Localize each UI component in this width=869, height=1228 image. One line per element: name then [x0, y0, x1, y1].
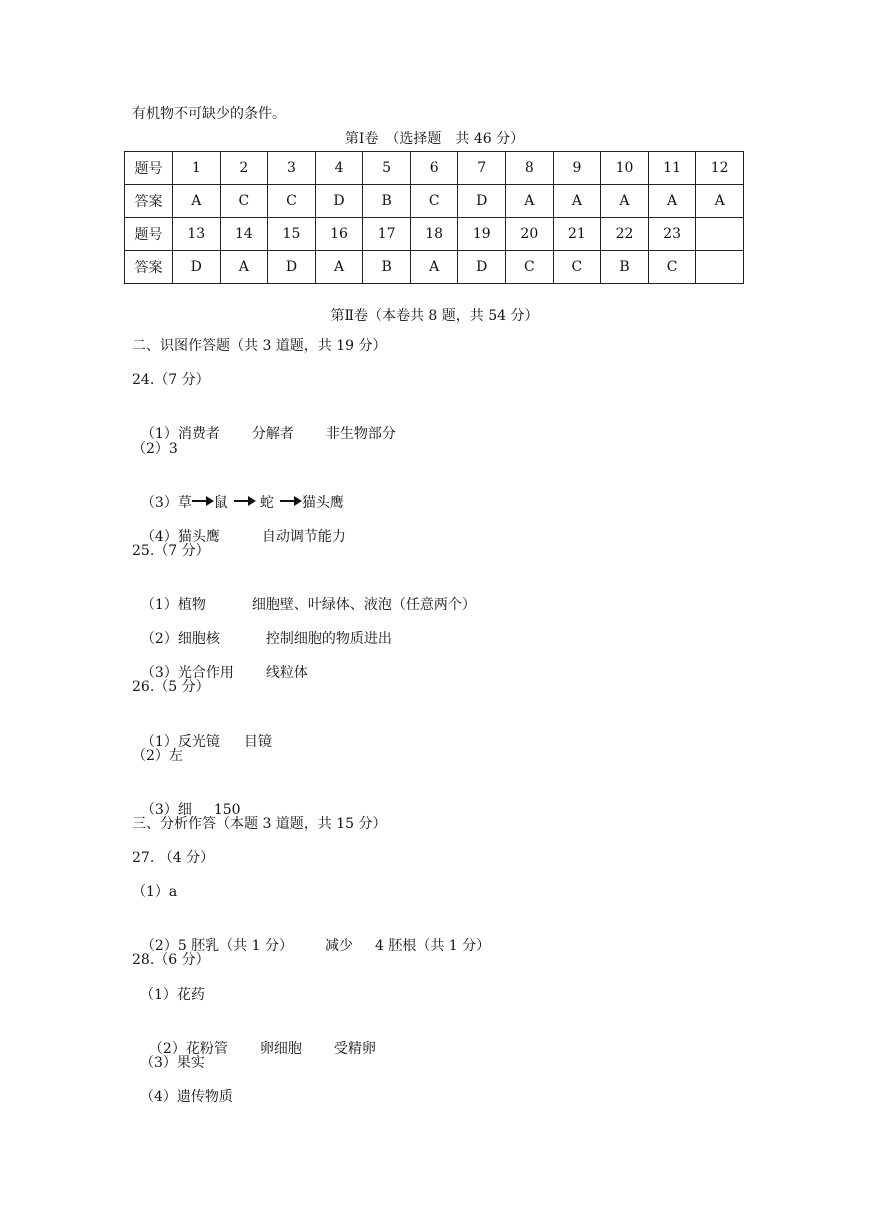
table-row	[125, 185, 744, 218]
item-number: （1）	[140, 426, 178, 442]
table-row	[125, 251, 744, 284]
q25-heading: 25.（7 分）	[132, 543, 210, 559]
answer-table	[124, 151, 744, 284]
row-label: 题号	[125, 218, 173, 251]
q26-heading: 26.（5 分）	[132, 679, 210, 695]
answer-cell: D	[315, 185, 363, 218]
question-number: 1	[173, 152, 221, 185]
empty-cell	[696, 218, 744, 251]
answer-cell: B	[601, 251, 649, 284]
q27-heading: 27. （4 分）	[132, 850, 215, 866]
question-number: 23	[648, 218, 696, 251]
item-number: （2）	[140, 631, 178, 647]
answer-text: 减少	[324, 938, 353, 954]
part2-title: 第Ⅱ卷（本卷共 8 题，共 54 分）	[330, 308, 539, 324]
answer-text: 鼠	[213, 495, 228, 511]
answer-text: 光合作用	[177, 665, 234, 681]
question-number: 15	[268, 218, 316, 251]
question-number: 11	[648, 152, 696, 185]
question-number: 20	[506, 218, 554, 251]
answer-text: 猫头鹰	[301, 495, 344, 511]
item-number: （3）	[140, 802, 178, 818]
question-number: 10	[601, 152, 649, 185]
item-number: （1）	[140, 597, 178, 613]
question-number: 4	[315, 152, 363, 185]
answer-text: 线粒体	[265, 665, 308, 681]
item-number: （2）	[148, 1041, 186, 1057]
answer-cell: C	[506, 251, 554, 284]
answer-cell: A	[601, 185, 649, 218]
question-number: 7	[458, 152, 506, 185]
answer-text: 蛇	[259, 495, 274, 511]
answer-cell: C	[268, 185, 316, 218]
answer-cell: A	[173, 185, 221, 218]
section2-heading: 二、识图作答题（共 3 道题，共 19 分）	[132, 338, 387, 354]
question-number: 3	[268, 152, 316, 185]
section3-heading: 三、分析作答（本题 3 道题，共 15 分）	[132, 816, 387, 832]
answer-cell: A	[506, 185, 554, 218]
answer-text: 4 胚根（共 1 分）	[374, 938, 491, 954]
answer-text: 卵细胞	[259, 1041, 302, 1057]
answer-cell: D	[458, 251, 506, 284]
q28-heading: 28.（6 分）	[132, 952, 210, 968]
answer-text: 目镜	[243, 734, 272, 750]
intro-text: 有机物不可缺少的条件。	[132, 106, 286, 122]
question-number: 13	[173, 218, 221, 251]
question-number: 9	[553, 152, 601, 185]
question-number: 21	[553, 218, 601, 251]
answer-cell: D	[268, 251, 316, 284]
answer-cell: A	[410, 251, 458, 284]
q27-answer-1: （1）a	[132, 884, 178, 900]
answer-cell: B	[363, 185, 411, 218]
answer-text: （2）5 胚乳（共 1 分）	[140, 938, 293, 954]
question-number: 18	[410, 218, 458, 251]
item-number: （1）	[140, 734, 178, 750]
question-number: 22	[601, 218, 649, 251]
answer-text: 植物	[177, 597, 206, 613]
answer-text: 细	[177, 802, 192, 818]
question-number: 17	[363, 218, 411, 251]
table-row	[125, 152, 744, 185]
answer-cell: B	[363, 251, 411, 284]
answer-text: 细胞核	[177, 631, 220, 647]
question-number: 8	[506, 152, 554, 185]
answer-cell: D	[458, 185, 506, 218]
answer-cell: A	[315, 251, 363, 284]
question-number: 16	[315, 218, 363, 251]
answer-cell: C	[648, 251, 696, 284]
answer-cell: A	[696, 185, 744, 218]
answer-text: 草	[177, 495, 192, 511]
item-number: （3）	[140, 665, 178, 681]
answer-cell: D	[173, 251, 221, 284]
answer-text: 消费者	[177, 426, 220, 442]
answer-cell: A	[220, 251, 268, 284]
item-number: （4）	[140, 529, 178, 545]
answer-cell: C	[553, 251, 601, 284]
question-number: 5	[363, 152, 411, 185]
answer-text: 150	[213, 802, 241, 818]
q24-heading: 24.（7 分）	[132, 372, 210, 388]
empty-cell	[696, 251, 744, 284]
question-number: 19	[458, 218, 506, 251]
answer-text: 细胞壁、叶绿体、液泡（任意两个）	[251, 597, 476, 613]
part1-title: 第Ⅰ卷 （选择题 共 46 分）	[344, 131, 525, 147]
q24-answer-1	[132, 404, 396, 444]
q24-answer-2: （2）3	[132, 441, 178, 457]
answer-text: 自动调节能力	[261, 529, 346, 545]
q26-answer-2: （2）左	[132, 748, 183, 764]
answer-text: 猫头鹰	[177, 529, 220, 545]
answer-text: 分解者	[251, 426, 294, 442]
q28-answer-1: （1）花药	[140, 987, 205, 1003]
answer-text: 非生物部分	[325, 426, 396, 442]
answer-cell: C	[410, 185, 458, 218]
question-number: 2	[220, 152, 268, 185]
answer-cell: C	[220, 185, 268, 218]
question-number: 6	[410, 152, 458, 185]
answer-cell: A	[648, 185, 696, 218]
answer-text: 受精卵	[333, 1041, 376, 1057]
q28-answer-4: （4）遗传物质	[140, 1089, 233, 1105]
answer-text: 反光镜	[177, 734, 220, 750]
q28-answer-3: （3）果实	[140, 1055, 205, 1071]
table-row	[125, 218, 744, 251]
row-label: 答案	[125, 251, 173, 284]
item-number: （3）	[140, 495, 178, 511]
question-number: 14	[220, 218, 268, 251]
row-label: 题号	[125, 152, 173, 185]
row-label: 答案	[125, 185, 173, 218]
answer-text: 控制细胞的物质进出	[265, 631, 392, 647]
answer-text: 花粉管	[185, 1041, 228, 1057]
question-number: 12	[696, 152, 744, 185]
answer-cell: A	[553, 185, 601, 218]
